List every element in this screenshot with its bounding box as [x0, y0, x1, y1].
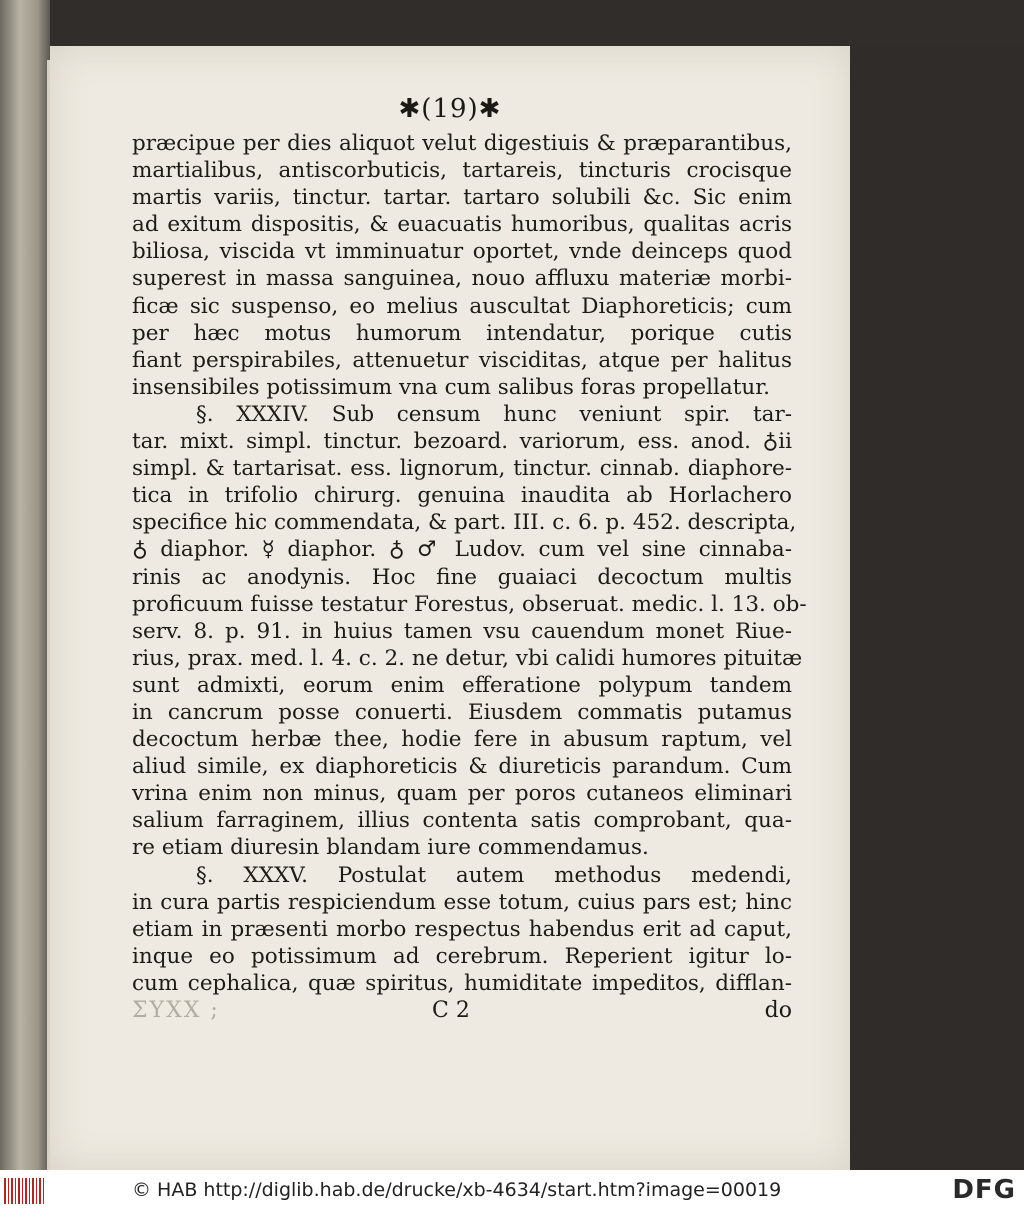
text-line: inque eo potissimum ad cerebrum. Reperient igitur lo- [132, 943, 792, 969]
catchword: do [764, 998, 792, 1023]
viewer-footer [0, 1170, 1024, 1210]
text-line: salium farraginem, illius contenta satis comprobant, qua- [132, 808, 792, 834]
hab-barcode-icon [4, 1178, 46, 1204]
page-header: ✱(19)✱ [398, 94, 502, 124]
text-line: cum cephalica, quæ spiritus, humiditate impeditos, difflan- [132, 970, 792, 996]
text-line: tar. mixt. simpl. tinctur. bezoard. variorum, ess. anod. ♁ii [132, 429, 792, 455]
adjacent-page-edge [0, 0, 50, 1170]
text-line: serv. 8. p. 91. in huius tamen vsu cauendum monet Riue- [132, 618, 792, 644]
text-line: superest in massa sanguinea, nouo affluxu materiæ morbi- [132, 266, 792, 292]
text-line: martis variis, tinctur. tartar. tartaro solubili &c. Sic enim [132, 185, 792, 211]
text-line: tica in trifolio chirurg. genuina inaudita ab Horlachero [132, 483, 792, 509]
dfg-logo: DFG [952, 1175, 1016, 1205]
book-page [50, 46, 850, 1170]
text-line: proficuum fuisse testatur Forestus, obseruat. medic. l. 13. ob- [132, 591, 807, 617]
text-line: rius, prax. med. l. 4. c. 2. ne detur, vbi calidi humores pituitæ [132, 645, 803, 671]
page-body [132, 130, 807, 997]
text-line: §. XXXIV. Sub censum hunc veniunt spir. tar- [196, 401, 792, 427]
text-line: §. XXXV. Postulat autem methodus medendi, [196, 862, 792, 888]
text-line: martialibus, antiscorbuticis, tartareis, tincturis crocisque [132, 158, 792, 184]
text-line: rinis ac anodynis. Hoc fine guaiaci decoctum multis [132, 564, 792, 590]
text-line: in cura partis respiciendum esse totum, cuius pars est; hinc [132, 889, 792, 915]
text-line: per hæc motus humorum intendatur, porique cutis [132, 320, 792, 346]
scan-top-background [50, 0, 1024, 46]
text-line: insensibiles potissimum vna cum salibus foras propellatur. [132, 374, 770, 400]
text-line: præcipue per dies aliquot velut digestiuis & præparantibus, [132, 131, 792, 156]
text-line: decoctum herbæ thee, hodie fere in abusum raptum, vel [132, 727, 792, 753]
text-line: re etiam diuresin blandam iure commendamus. [132, 835, 649, 861]
copyright-link[interactable]: © HAB http://diglib.hab.de/drucke/xb-4634/start.htm?image=00019 [132, 1179, 782, 1201]
bleed-through-text: ΣΥΧΧ ; [132, 998, 220, 1023]
text-line: sunt admixti, eorum enim efferatione polypum tandem [132, 672, 792, 698]
text-line: ♁ diaphor. ☿ diaphor. ♁ ♂ Ludov. cum vel sine cinnaba- [132, 537, 792, 563]
text-line: biliosa, viscida vt imminuatur oportet, vnde deinceps quod [132, 239, 792, 265]
signature-mark: C 2 [432, 998, 470, 1023]
text-line: simpl. & tartarisat. ess. lignorum, tinctur. cinnab. diaphore- [132, 456, 792, 482]
text-line: ad exitum dispositis, & euacuatis humoribus, qualitas acris [132, 212, 792, 238]
text-line: etiam in præsenti morbo respectus habendus erit ad caput, [132, 916, 792, 942]
text-line: specifice hic commendata, & part. III. c. 6. p. 452. descripta, [132, 510, 797, 536]
text-line: aliud simile, ex diaphoreticis & diureticis parandum. Cum [132, 754, 792, 780]
scan-right-background [850, 46, 1024, 1170]
text-line: ficæ sic suspenso, eo melius auscultat Diaphoreticis; cum [132, 293, 792, 319]
text-line: in cancrum posse conuerti. Eiusdem commatis putamus [132, 699, 792, 725]
text-line: vrina enim non minus, quam per poros cutaneos eliminari [132, 781, 792, 807]
text-line: fiant perspirabiles, attenuetur visciditas, atque per halitus [132, 347, 792, 373]
page-footer-line [132, 998, 792, 1028]
